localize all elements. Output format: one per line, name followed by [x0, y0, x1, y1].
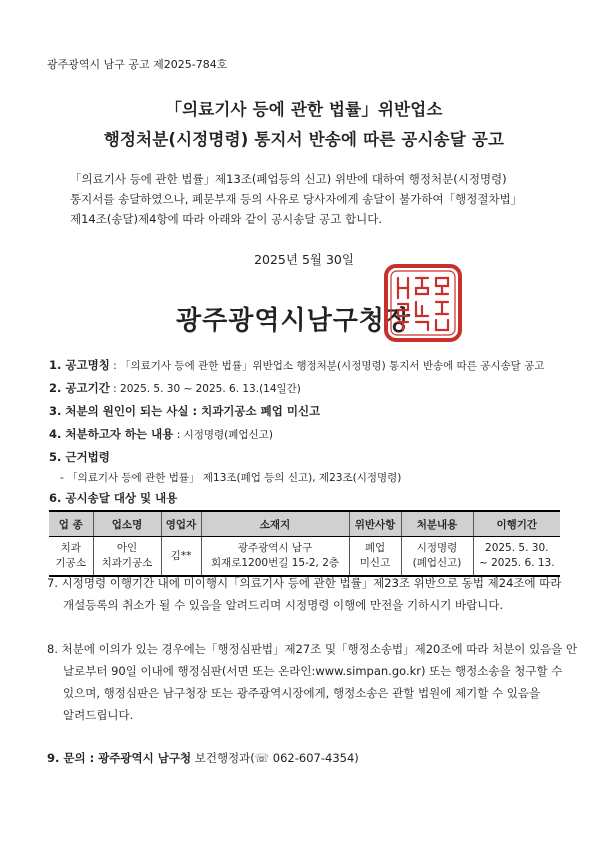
item-action-content-value: : 시정명령(폐업신고) [173, 429, 273, 441]
item-service-target [49, 490, 177, 506]
cell-compliance-period: 2025. 5. 30. ~ 2025. 6. 13. [473, 537, 560, 577]
cell-action: 시정명령 (폐업신고) [401, 537, 473, 577]
intro-paragraph: 「의료기사 등에 관한 법률」제13조(폐업등의 신고) 위반에 대하여 행정처분(시정명령) 통지서를 송달하였으나, 폐문부재 등의 사유로 당사자에게 송달이 불가하여「행정절차법」 제14조(송달)제4항에 따라 아래와 같이 공시송달 공고 합니다. [70, 172, 523, 226]
item-action-content [49, 426, 273, 442]
item-action-content-label: 4. 처분하고자 하는 내용 [49, 427, 174, 441]
paragraph-compliance-warning: 7. 시정명령 이행기간 내에 미이행시「의료기사 등에 관한 법률」제23조 위반으로 동법 제24조에 따라 개설등록의 취소가 될 수 있음을 알려드리며 시정명령 이행에 만전을 기하시기 바랍니다. [47, 576, 562, 612]
cell-violation: 폐업 미신고 [349, 537, 401, 577]
header-address: 소재지 [201, 511, 349, 537]
item-notice-period-label: 2. 공고기간 [49, 381, 110, 395]
header-action: 처분내용 [401, 511, 473, 537]
item-notice-period [49, 380, 301, 396]
cell-business-type: 치과 기공소 [49, 537, 93, 577]
item-legal-basis [49, 449, 110, 465]
header-business-name: 업소명 [93, 511, 161, 537]
header-business-type: 업 종 [49, 511, 93, 537]
item-cause-of-action-text: 3. 처분의 원인이 되는 사실 : 치과기공소 폐업 미신고 [49, 404, 321, 418]
item-cause-of-action [49, 403, 320, 419]
official-seal-stamp [384, 264, 462, 342]
reference-number: 광주광역시 남구 공고 제2025-784호 [47, 58, 228, 71]
header-compliance-period: 이행기간 [473, 511, 560, 537]
item-legal-basis-label: 5. 근거법령 [49, 450, 110, 464]
table-row [49, 537, 560, 577]
title-line-1: 「의료기사 등에 관한 법률」위반업소 [165, 100, 443, 119]
service-target-table [49, 510, 560, 577]
cell-business-name: 아인 치과기공소 [93, 537, 161, 577]
item-service-target-label: 6. 공시송달 대상 및 내용 [49, 491, 178, 505]
item-legal-basis-detail: - 「의료기사 등에 관한 법률」 제13조(폐업 등의 신고), 제23조(시정명령) [60, 472, 402, 484]
table-header-row [49, 511, 560, 537]
title-line-2: 행정처분(시정명령) 통지서 반송에 따른 공시송달 공고 [103, 130, 505, 149]
notice-date: 2025년 5월 30일 [254, 252, 354, 267]
item-notice-name-label: 1. 공고명칭 [49, 358, 110, 372]
item-notice-name [49, 357, 544, 373]
issuer-name: 광주광역시남구청장 [176, 306, 412, 336]
item-notice-name-value: : 「의료기사 등에 관한 법률」위반업소 행정처분(시정명령) 통지서 반송에 따른 공시송달 공고 [109, 360, 545, 372]
header-operator: 영업자 [161, 511, 201, 537]
contact-phone: 보건행정과(☏ 062-607-4354) [191, 751, 359, 765]
header-violation: 위반사항 [349, 511, 401, 537]
cell-address: 광주광역시 남구 회재로1200번길 15-2, 2층 [201, 537, 349, 577]
item-notice-period-value: : 2025. 5. 30 ~ 2025. 6. 13.(14일간) [109, 383, 301, 395]
cell-operator: 김** [161, 537, 201, 577]
paragraph-appeal-notice: 8. 처분에 이의가 있는 경우에는「행정심판법」제27조 및「행정소송법」제20조에 따라 처분이 있음을 안 날로부터 90일 이내에 행정심판(서면 또는 온라인:www.simpan.go.kr) 또는 행정소송을 청구할 수 있으며, 행정심판은 남구청장 또는 광주광역시장에게, 행정소송은 관할 법원에 제기할 수 있음을 알려드립니다. [47, 642, 578, 722]
contact-label: 9. 문의 : 광주광역시 남구청 [47, 751, 192, 765]
contact-info [47, 747, 359, 769]
